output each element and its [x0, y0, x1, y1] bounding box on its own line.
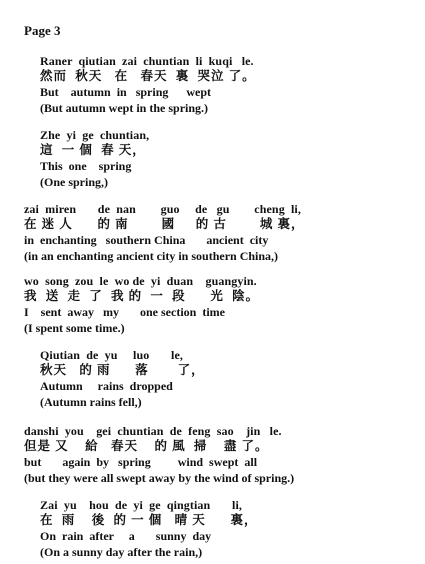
page-label: Page 3 — [24, 23, 61, 38]
pinyin-line: Raner qiutian zai chuntian li kuqi le. — [40, 54, 254, 68]
pinyin-line: danshi you gei chuntian de feng sao jin le. — [24, 424, 282, 438]
translation-line: (but they were all swept away by the wind of spring.) — [24, 471, 295, 485]
gloss-line: But autumn in spring wept — [40, 85, 212, 99]
hanzi-line: 在 雨 後 的 一 個 晴 天 裏， — [40, 513, 258, 527]
translation-line: (But autumn wept in the spring.) — [40, 101, 209, 115]
pinyin-line: Zhe yi ge chuntian, — [40, 128, 150, 142]
translation-line: (in an enchanting ancient city in southern China,) — [24, 249, 279, 263]
pinyin-line: wo song zou le wo de yi duan guangyin. — [24, 274, 257, 288]
hanzi-line: 在 迷 人 的 南 國 的 古 城 裏， — [24, 217, 305, 231]
pinyin-line: zai miren de nan guo de gu cheng li, — [24, 202, 301, 216]
translation-line: (On a sunny day after the rain,) — [40, 545, 203, 559]
translation-line: (Autumn rains fell,) — [40, 395, 142, 409]
hanzi-line: 但是 又 給 春天 的 風 掃 盡 了。 — [24, 439, 269, 453]
gloss-line: in enchanting southern China ancient city — [24, 233, 269, 247]
translation-line: (One spring,) — [40, 175, 109, 189]
gloss-line: On rain after a sunny day — [40, 529, 212, 543]
hanzi-line: 然而 秋天 在 春天 裏 哭泣 了。 — [40, 69, 256, 83]
gloss-line: Autumn rains dropped — [40, 379, 173, 393]
hanzi-line: 我 送 走 了 我 的 一 段 光 陰。 — [24, 289, 260, 303]
hanzi-line: 這 一 個 春 天， — [40, 143, 146, 157]
gloss-line: This one spring — [40, 159, 132, 173]
pinyin-line: Zai yu hou de yi ge qingtian li, — [40, 498, 242, 512]
hanzi-line: 秋天 的 雨 落 了， — [40, 363, 205, 377]
gloss-line: I sent away my one section time — [24, 305, 225, 319]
gloss-line: but again by spring wind swept all — [24, 455, 258, 469]
translation-line: (I spent some time.) — [24, 321, 125, 335]
pinyin-line: Qiutian de yu luo le, — [40, 348, 183, 362]
